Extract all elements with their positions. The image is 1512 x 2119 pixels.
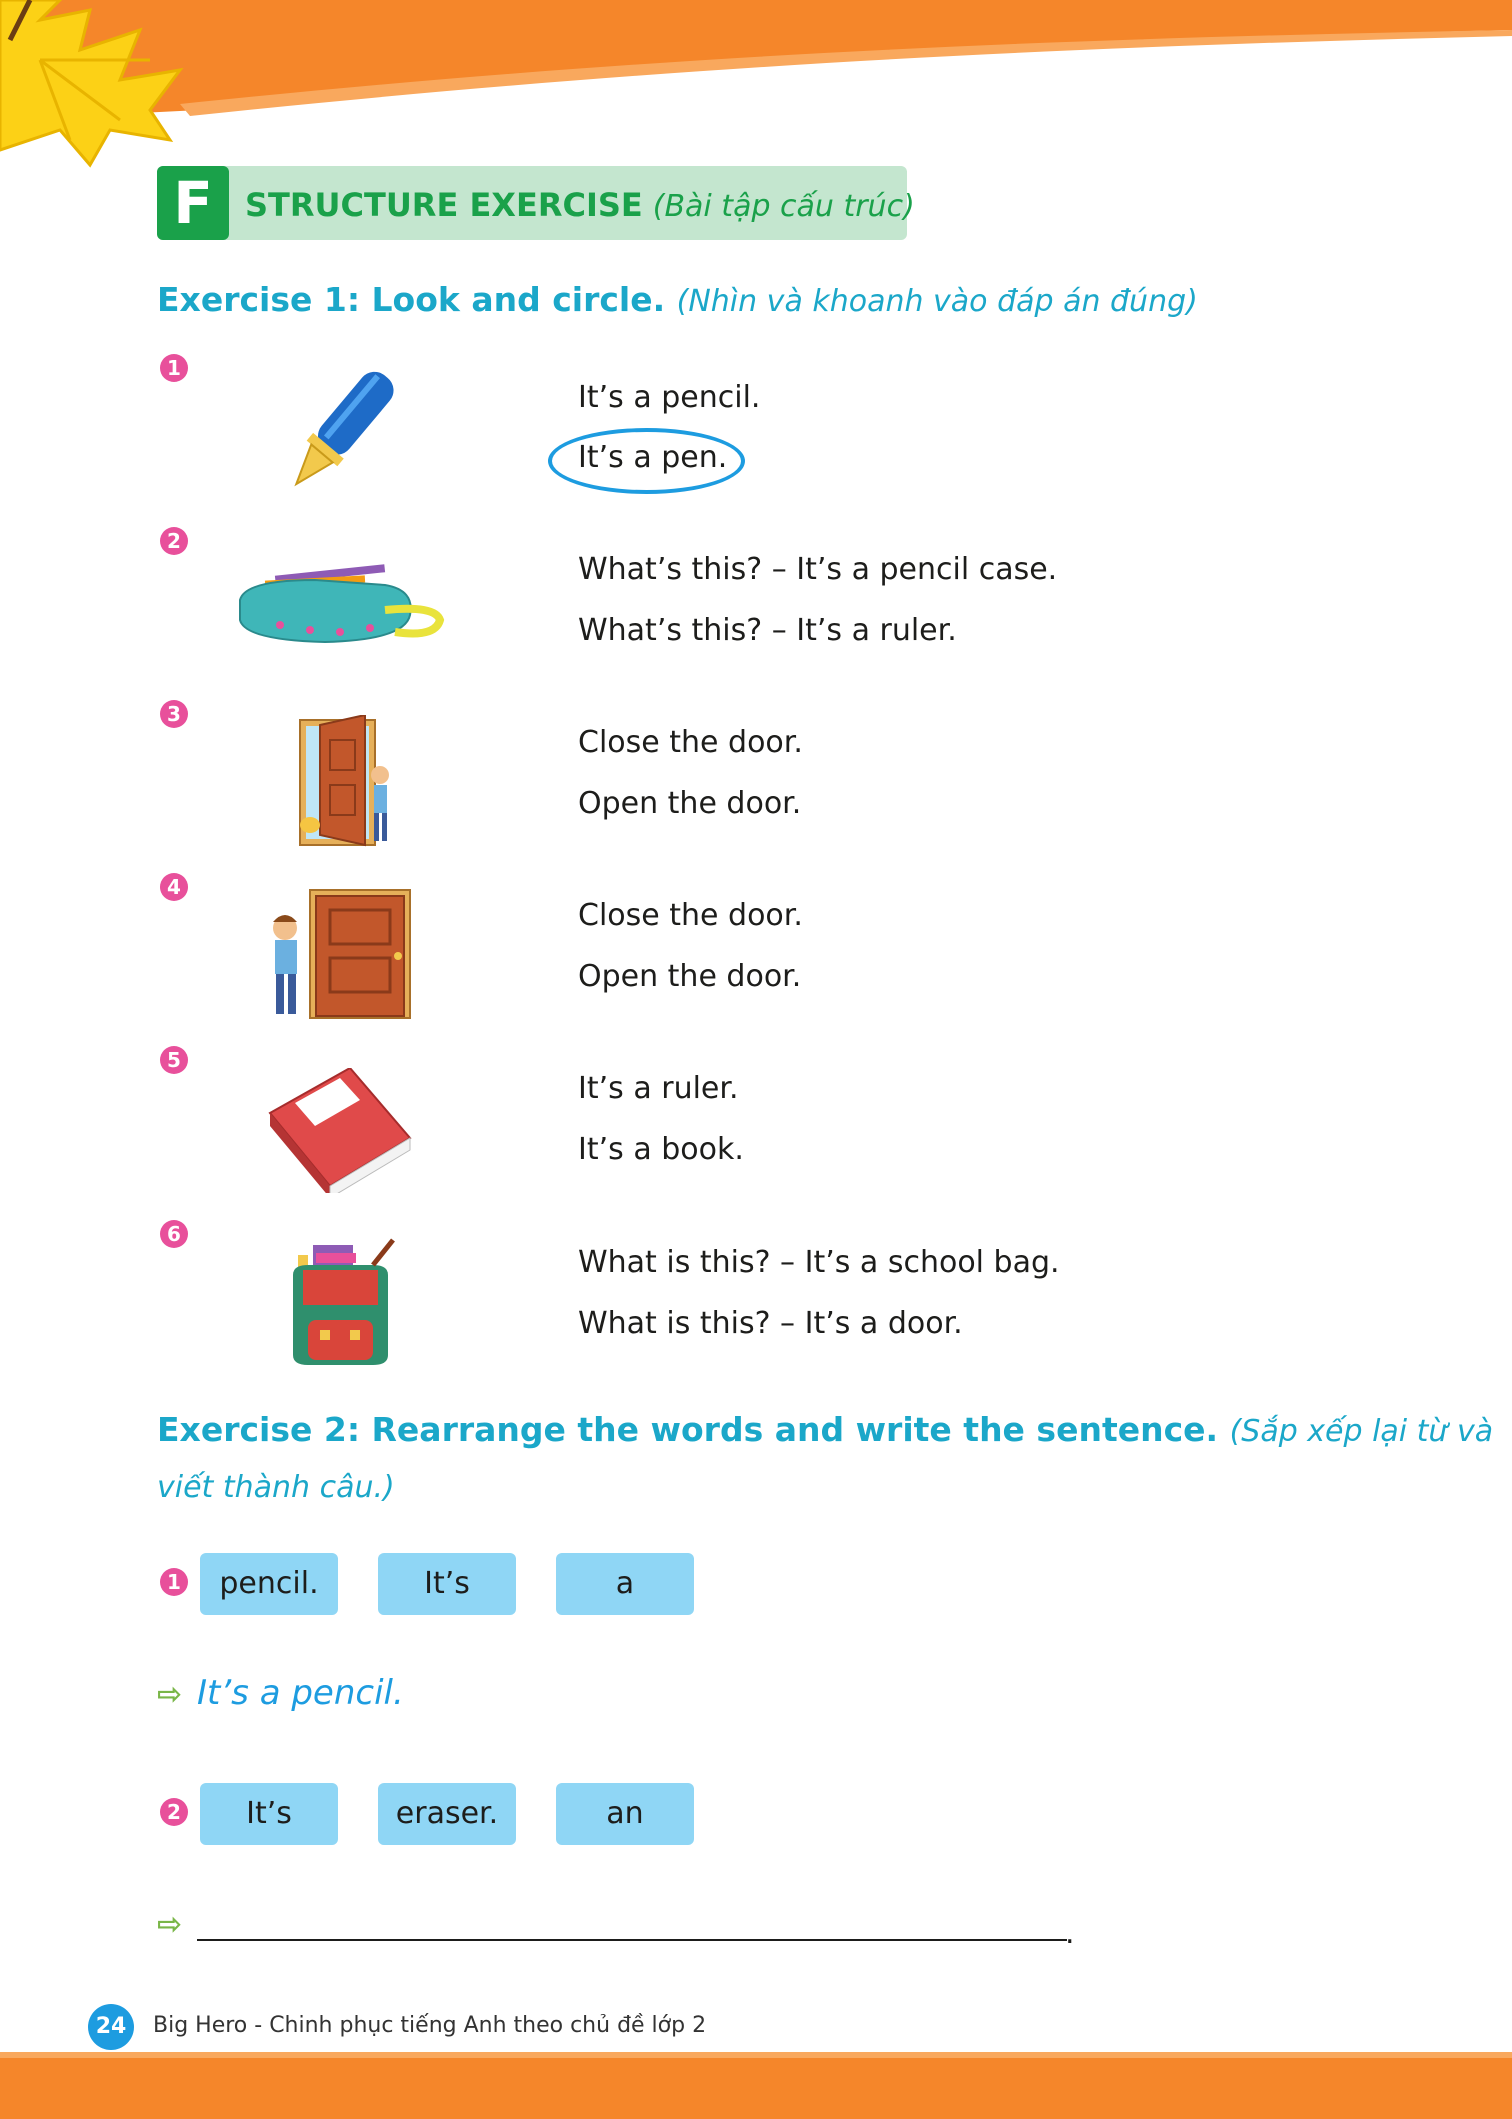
section-header: [157, 166, 915, 240]
arrow-right-icon: ⇨: [157, 1907, 183, 1942]
exercise2-title: [157, 1410, 1493, 1449]
option-text[interactable]: It’s a pencil.: [578, 380, 761, 415]
option-text[interactable]: It’s a ruler.: [578, 1071, 739, 1106]
item-number: 5: [160, 1046, 188, 1074]
item-number: 3: [160, 700, 188, 728]
section-letter-badge: F: [157, 166, 229, 240]
item-number: 1: [160, 1568, 188, 1596]
item-number: 2: [160, 527, 188, 555]
word-chip[interactable]: a: [556, 1553, 694, 1615]
pencil-case-icon: [235, 560, 445, 650]
answer-blank-line[interactable]: [197, 1939, 1067, 1941]
option-text[interactable]: What is this? – It’s a school bag.: [578, 1245, 1060, 1280]
footer-book-title: Big Hero - Chinh phục tiếng Anh theo chủ đề lớp 2: [153, 2013, 707, 2038]
exercise1-subtitle: (Nhìn và khoanh vào đáp án đúng): [676, 284, 1198, 319]
section-subtitle: (Bài tập cấu trúc): [652, 189, 915, 224]
section-title: [245, 186, 915, 224]
option-text[interactable]: Close the door.: [578, 725, 803, 760]
item-number: 2: [160, 1798, 188, 1826]
word-chip[interactable]: eraser.: [378, 1783, 516, 1845]
option-text[interactable]: What’s this? – It’s a ruler.: [578, 613, 957, 648]
word-chip[interactable]: an: [556, 1783, 694, 1845]
option-text[interactable]: What is this? – It’s a door.: [578, 1306, 963, 1341]
option-text[interactable]: Open the door.: [578, 786, 802, 821]
option-text[interactable]: Close the door.: [578, 898, 803, 933]
word-chip[interactable]: It’s: [200, 1783, 338, 1845]
arrow-right-icon: ⇨: [157, 1677, 183, 1712]
word-chip[interactable]: pencil.: [200, 1553, 338, 1615]
book-icon: [265, 1068, 415, 1193]
item-number: 4: [160, 873, 188, 901]
exercise2-subtitle-continued: viết thành câu.): [157, 1470, 395, 1505]
option-text[interactable]: Open the door.: [578, 959, 802, 994]
boy-opening-door-icon: [290, 715, 405, 850]
boy-closed-door-icon: [260, 888, 420, 1023]
answer-text: It’s a pencil.: [197, 1673, 404, 1713]
option-text[interactable]: It’s a book.: [578, 1132, 744, 1167]
answer-blank-period: .: [1065, 1916, 1075, 1951]
item-number: 6: [160, 1220, 188, 1248]
pen-icon: [270, 360, 410, 505]
school-bag-icon: [278, 1235, 403, 1370]
exercise2-subtitle: (Sắp xếp lại từ và: [1229, 1414, 1494, 1449]
section-title-text: STRUCTURE EXERCISE: [245, 186, 643, 224]
word-chip[interactable]: It’s: [378, 1553, 516, 1615]
exercise1-title-text: Exercise 1: Look and circle.: [157, 280, 666, 319]
page-number-badge: 24: [88, 2004, 134, 2050]
top-orange-band: [0, 0, 1512, 170]
exercise1-title: [157, 280, 1198, 319]
exercise2-title-text: Exercise 2: Rearrange the words and write the sentence.: [157, 1410, 1219, 1449]
option-text[interactable]: It’s a pen.: [578, 440, 728, 475]
item-number: 1: [160, 354, 188, 382]
bottom-orange-band: [0, 2058, 1512, 2119]
option-text[interactable]: What’s this? – It’s a pencil case.: [578, 552, 1058, 587]
